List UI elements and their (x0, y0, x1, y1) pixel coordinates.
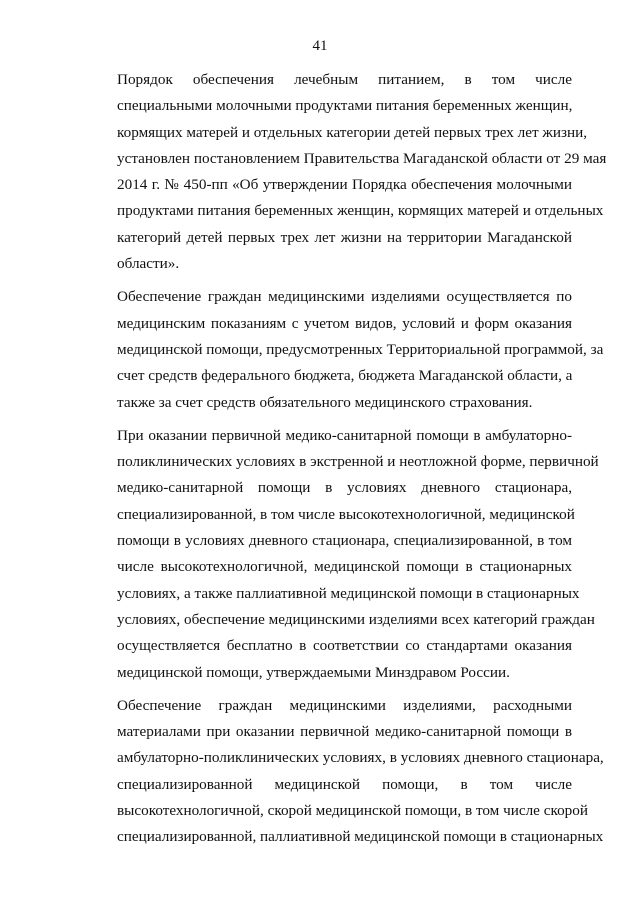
text-line: медицинским показаниям с учетом видов, условий и форм оказания (117, 314, 572, 332)
text-line: амбулаторно-поликлинических условиях, в условиях дневного стационара, (117, 749, 604, 767)
text-line: Обеспечение граждан медицинскими изделиями осуществляется по (117, 288, 572, 306)
paragraph-consumables (117, 693, 604, 851)
text-line: При оказании первичной медико-санитарной помощи в амбулаторно- (117, 426, 572, 444)
text-line: осуществляется бесплатно в соответствии со стандартами оказания (117, 637, 572, 655)
text-line: условиях, а также паллиативной медицинской помощи в стационарных (117, 584, 580, 602)
text-line: 2014 г. № 450-пп «Об утверждении Порядка обеспечения молочными (117, 176, 572, 194)
page-number: 41 (312, 38, 328, 54)
text-line: медико-санитарной помощи в условиях дневного стационара, (117, 479, 572, 497)
text-line: счет средств федерального бюджета, бюджета Магаданской области, а (117, 367, 573, 385)
text-line: установлен постановлением Правительства Магаданской области от 29 мая (117, 149, 607, 167)
text-line: Обеспечение граждан медицинскими изделиями, расходными (117, 696, 572, 714)
text-line: специализированной, паллиативной медицинской помощи в стационарных (117, 828, 604, 846)
text-line: медицинской помощи, предусмотренных Территориальной программой, за (117, 340, 604, 358)
text-line: области». (117, 255, 180, 273)
text-line: высокотехнологичной, скорой медицинской помощи, в том числе скорой (117, 802, 588, 820)
text-line: продуктами питания беременных женщин, кормящих матерей и отдельных (117, 202, 604, 220)
text-line: специальными молочными продуктами питания беременных женщин, (117, 97, 573, 115)
paragraph-dietary-nutrition (117, 67, 607, 277)
text-line: материалами при оказании первичной медико-санитарной помощи в (117, 723, 572, 741)
text-line: категорий детей первых трех лет жизни на территории Магаданской (117, 228, 572, 246)
text-line: поликлинических условиях в экстренной и неотложной форме, первичной (117, 453, 599, 471)
text-line: условиях, обеспечение медицинскими изделиями всех категорий граждан (117, 610, 595, 628)
paragraph-primary-care-devices (117, 423, 599, 686)
text-line: также за счет средств обязательного медицинского страхования. (117, 393, 533, 411)
text-line: кормящих матерей и отдельных категории детей первых трех лет жизни, (117, 123, 588, 141)
paragraph-medical-devices (117, 284, 604, 415)
text-line: специализированной медицинской помощи, в том числе (117, 775, 572, 793)
text-line: помощи в условиях дневного стационара, специализированной, в том (117, 532, 572, 550)
text-line: медицинской помощи, утверждаемыми Минздравом России. (117, 663, 510, 681)
text-line: Порядок обеспечения лечебным питанием, в том числе (117, 71, 572, 88)
document-body (117, 67, 607, 858)
text-line: числе высокотехнологичной, медицинской помощи в стационарных (117, 558, 572, 576)
text-line: специализированной, в том числе высокотехнологичной, медицинской (117, 505, 575, 523)
